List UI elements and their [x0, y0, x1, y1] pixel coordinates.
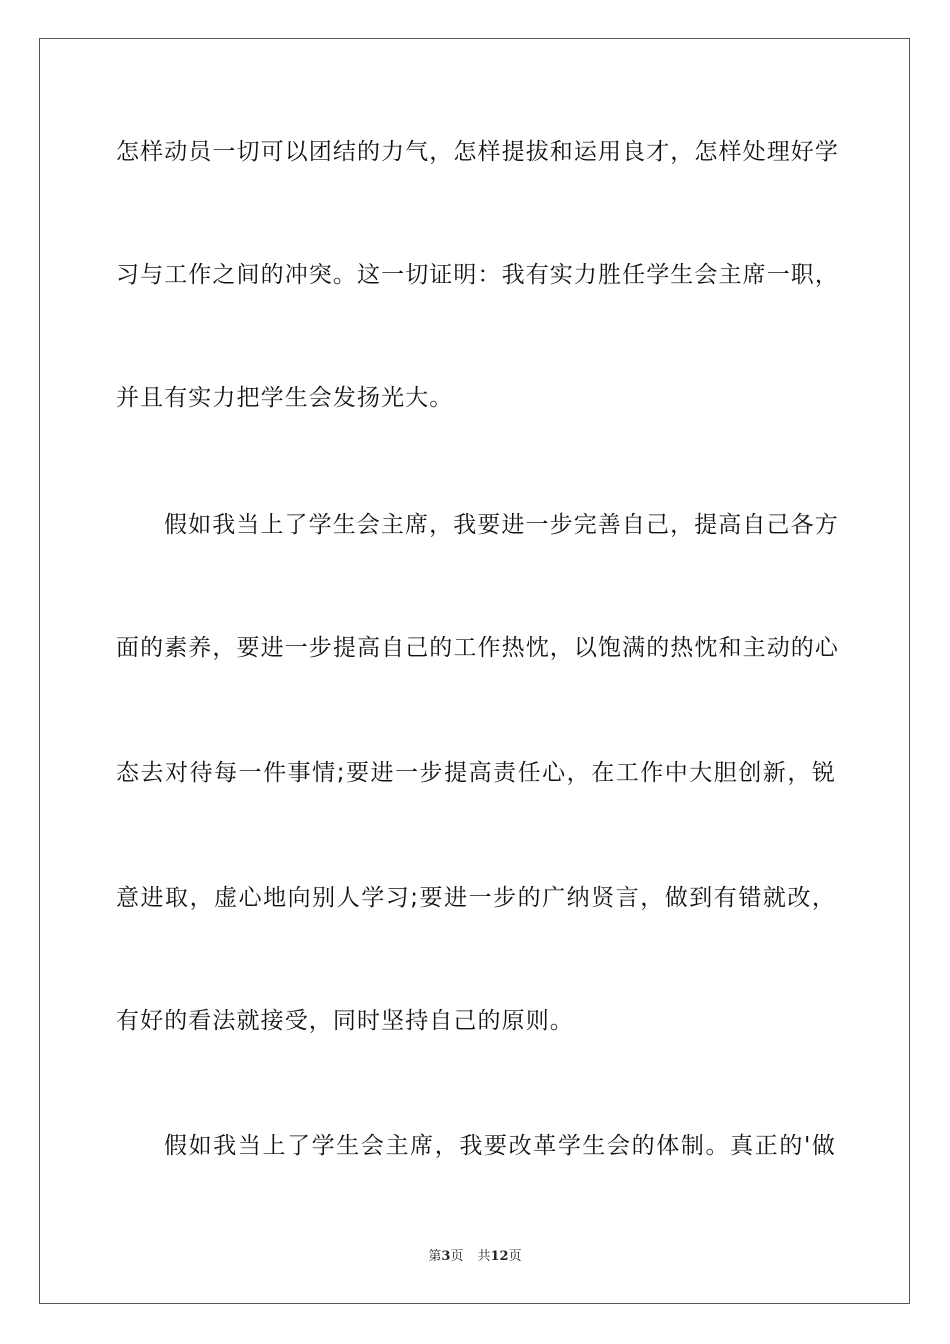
body-line-8: 有好的看法就接受，同时坚持自己的原则。	[116, 1008, 574, 1034]
body-line-3: 并且有实力把学生会发扬光大。	[116, 385, 454, 411]
body-line-4: 假如我当上了学生会主席，我要进一步完善自己，提高自己各方	[164, 512, 839, 538]
body-line-5: 面的素养，要进一步提高自己的工作热忱，以饱满的热忱和主动的心	[116, 635, 839, 661]
body-line-9: 假如我当上了学生会主席，我要改革学生会的体制。真正的'做	[164, 1133, 836, 1159]
body-line-6: 态去对待每一件事情;要进一步提高责任心，在工作中大胆创新，锐	[116, 760, 836, 786]
total-suffix: 页	[508, 1249, 522, 1264]
page-suffix: 页	[450, 1249, 464, 1264]
page-footer	[0, 1248, 950, 1266]
body-line-7: 意进取，虚心地向别人学习;要进一步的广纳贤言，做到有错就改，	[116, 885, 836, 911]
total-pages: 12	[490, 1249, 509, 1264]
page-frame	[39, 38, 910, 1304]
page-number: 3	[441, 1249, 451, 1264]
total-prefix: 共	[477, 1249, 491, 1264]
body-line-2: 习与工作之间的冲突。这一切证明：我有实力胜任学生会主席一职，	[116, 262, 839, 288]
body-line-1: 怎样动员一切可以团结的力气，怎样提拔和运用良才，怎样处理好学	[116, 139, 839, 165]
page-prefix: 第	[428, 1249, 442, 1264]
